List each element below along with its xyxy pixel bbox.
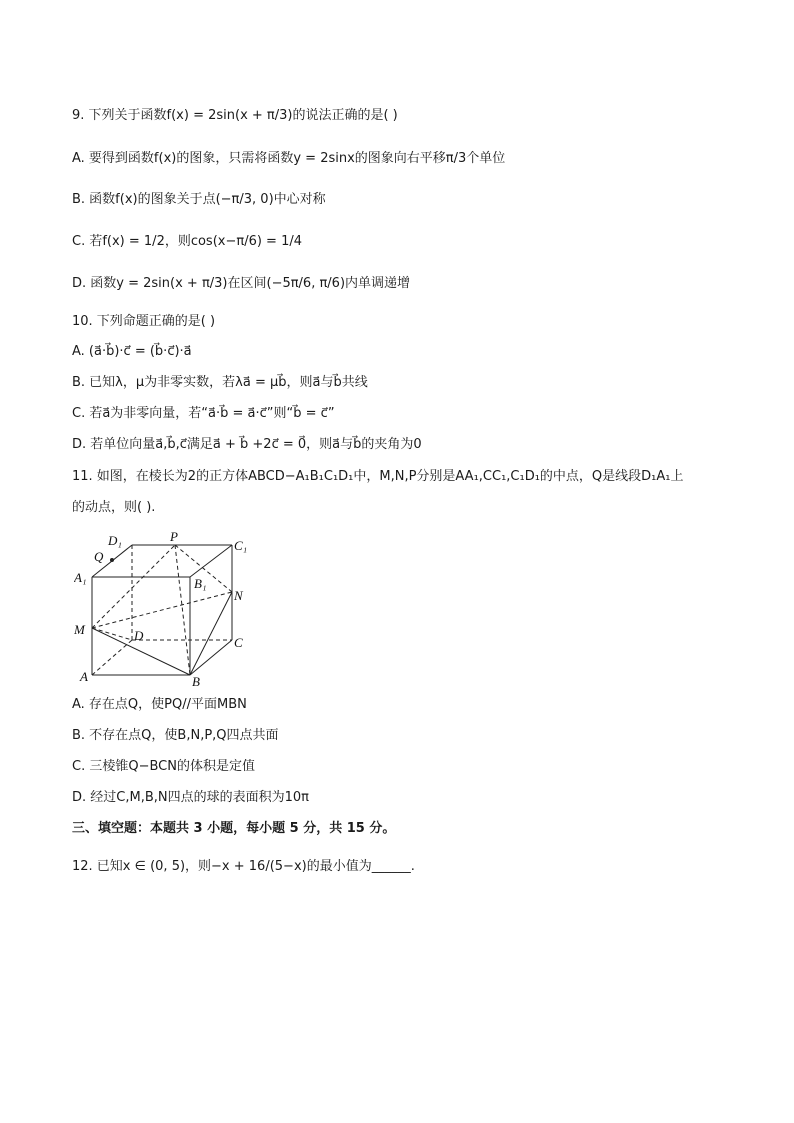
label-c: C xyxy=(234,635,243,650)
cube-figure xyxy=(74,530,264,690)
label-q: Q xyxy=(94,549,104,564)
label-a: A xyxy=(80,669,88,684)
point-q-dot xyxy=(110,558,114,562)
q11-option-d: D. 经过C,M,B,N四点的球的表面积为10π xyxy=(72,790,309,805)
q11-stem-line2: 的动点，则( ). xyxy=(72,500,156,515)
q9-stem: 9. 下列关于函数f(x) = 2sin(x + π/3)的说法正确的是( ) xyxy=(72,108,398,123)
q11-option-a: A. 存在点Q，使PQ//平面MBN xyxy=(72,697,247,712)
section-3-heading: 三、填空题：本题共 3 小题，每小题 5 分，共 15 分。 xyxy=(72,821,396,836)
label-d: D xyxy=(134,628,144,643)
q9-option-d: D. 函数y = 2sin(x + π/3)在区间(−5π/6, π/6)内单调递增 xyxy=(72,276,411,291)
label-b1: B₁ xyxy=(194,576,207,591)
q9-option-a: A. 要得到函数f(x)的图象，只需将函数y = 2sinx的图象向右平移π/3个单位 xyxy=(72,151,506,166)
label-a1: A₁ xyxy=(74,570,87,585)
cube-diagram xyxy=(74,530,264,690)
q10-option-b: B. 已知λ，μ为非零实数，若λa⃗ = μb⃗，则a⃗与b⃗共线 xyxy=(72,375,368,390)
label-p: P xyxy=(170,530,178,544)
q11-option-c: C. 三棱锥Q−BCN的体积是定值 xyxy=(72,759,255,774)
q11-stem-line1: 11. 如图，在棱长为2的正方体ABCD−A₁B₁C₁D₁中，M,N,P分别是AA₁,CC₁,C₁D₁的中点，Q是线段D₁A₁上 xyxy=(72,469,684,484)
q9-option-b: B. 函数f(x)的图象关于点(−π/3, 0)中心对称 xyxy=(72,192,326,207)
q9-option-c: C. 若f(x) = 1/2，则cos(x−π/6) = 1/4 xyxy=(72,234,302,249)
label-n: N xyxy=(234,588,243,603)
q10-option-d: D. 若单位向量a⃗,b⃗,c⃗满足a⃗ + b⃗ +2c⃗ = 0⃗，则a⃗与b⃗的夹角为0 xyxy=(72,437,422,452)
q10-stem: 10. 下列命题正确的是( ) xyxy=(72,314,216,329)
label-b: B xyxy=(192,674,200,689)
q10-option-a: A. (a⃗·b⃗)·c⃗ = (b⃗·c⃗)·a⃗ xyxy=(72,344,192,359)
label-d1: D₁ xyxy=(108,533,122,548)
q12-stem: 12. 已知x ∈ (0, 5)，则−x + 16/(5−x)的最小值为______. xyxy=(72,859,415,874)
label-c1: C₁ xyxy=(234,538,248,553)
label-m: M xyxy=(74,622,85,637)
q11-option-b: B. 不存在点Q，使B,N,P,Q四点共面 xyxy=(72,728,279,743)
q10-option-c: C. 若a⃗为非零向量，若“a⃗·b⃗ = a⃗·c⃗”则“b⃗ = c⃗” xyxy=(72,406,335,421)
